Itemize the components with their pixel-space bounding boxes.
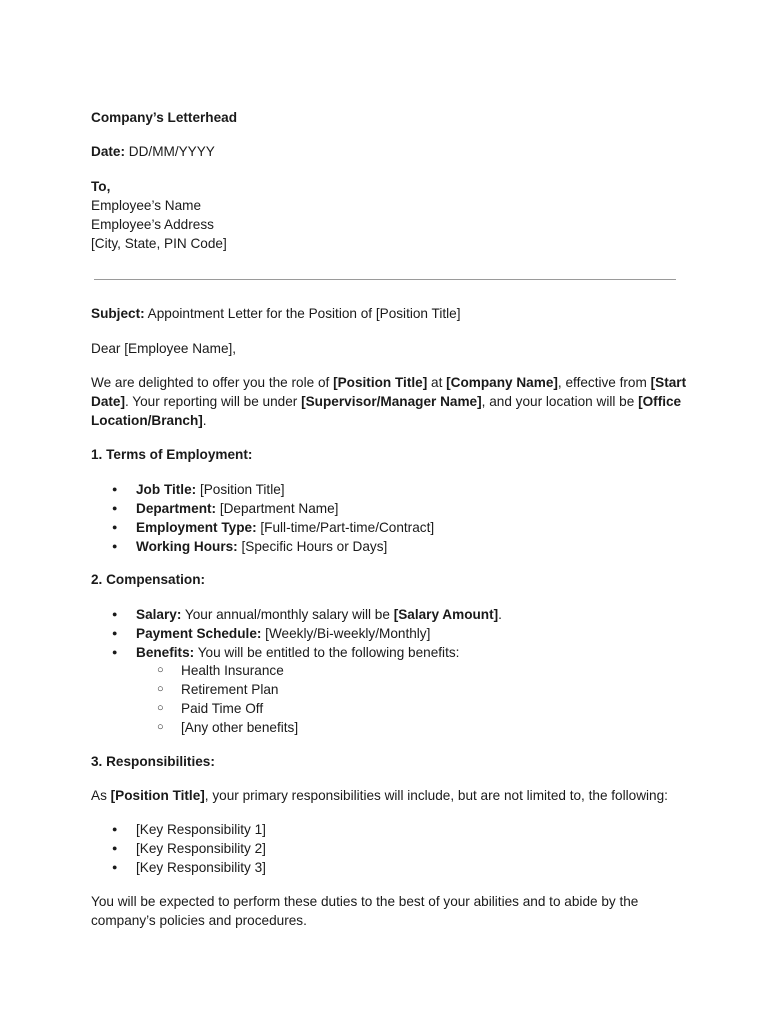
- closing-paragraph: You will be expected to perform these duties to the best of your abilities and to abide by the company’s policies and procedures.: [91, 894, 639, 928]
- recipient-address: Employee’s Address: [91, 217, 214, 232]
- list-item: ● Salary: Your annual/monthly salary will be [Salary Amount].: [91, 605, 690, 624]
- list-item: ● Working Hours: [Specific Hours or Days]: [91, 537, 690, 556]
- subject-label: Subject:: [91, 306, 145, 321]
- compensation-heading: 2. Compensation:: [91, 572, 206, 587]
- recipient-block: [91, 177, 690, 253]
- subject-line: [91, 304, 690, 323]
- terms-heading: 1. Terms of Employment:: [91, 447, 253, 462]
- list-item: ● Benefits: You will be entitled to the following benefits:: [91, 643, 690, 662]
- list-item: ● [Key Responsibility 3]: [91, 858, 690, 877]
- date-label: Date:: [91, 144, 125, 159]
- recipient-name: Employee’s Name: [91, 198, 202, 213]
- intro-paragraph: We are delighted to offer you the role of [Position Title] at [Company Name], effective from [Start Date]. Your reporting will be under [Supervisor/Manager Name], and your location will be [Office Location/Branch].: [91, 375, 687, 428]
- letterhead: Company’s Letterhead: [91, 110, 238, 125]
- list-item: ○ [Any other benefits]: [91, 718, 690, 737]
- list-item: ● Payment Schedule: [Weekly/Bi-weekly/Monthly]: [91, 624, 690, 643]
- subject-value: Appointment Letter for the Position of [Position Title]: [144, 306, 461, 321]
- responsibilities-list: [91, 820, 690, 877]
- list-item: ● [Key Responsibility 1]: [91, 820, 690, 839]
- terms-list: [91, 480, 690, 556]
- list-item: ○ Retirement Plan: [91, 680, 690, 699]
- benefits-sublist: [91, 661, 690, 737]
- to-label: To,: [91, 179, 111, 194]
- list-item: ○ Paid Time Off: [91, 699, 690, 718]
- salutation: Dear [Employee Name],: [91, 341, 237, 356]
- recipient-city: [City, State, PIN Code]: [91, 236, 227, 251]
- date-value: DD/MM/YYYY: [125, 144, 215, 159]
- list-item: ● Job Title: [Position Title]: [91, 480, 690, 499]
- list-item: ○ Health Insurance: [91, 661, 690, 680]
- responsibilities-intro: As [Position Title], your primary responsibilities will include, but are not limited to, the following:: [91, 788, 668, 803]
- date-line: [91, 142, 690, 161]
- list-item: ● Department: [Department Name]: [91, 499, 690, 518]
- horizontal-divider: [94, 279, 676, 280]
- list-item: ● Employment Type: [Full-time/Part-time/Contract]: [91, 518, 690, 537]
- compensation-list: [91, 605, 690, 662]
- responsibilities-heading: 3. Responsibilities:: [91, 754, 215, 769]
- list-item: ● [Key Responsibility 2]: [91, 839, 690, 858]
